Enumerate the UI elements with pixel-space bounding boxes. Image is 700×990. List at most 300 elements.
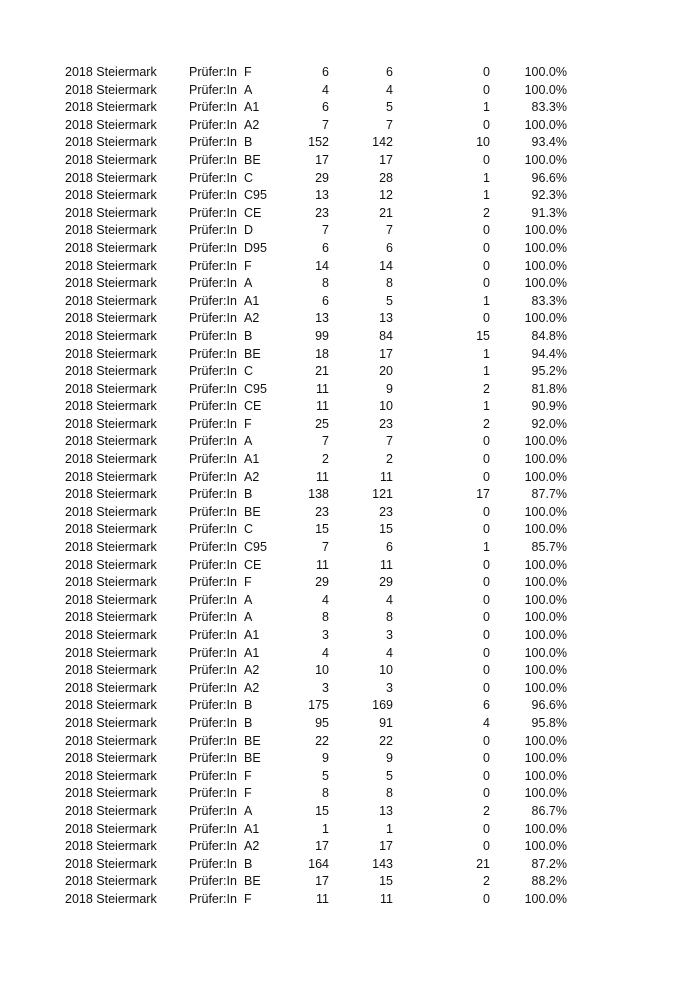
table-row bbox=[0, 258, 700, 276]
passed-count-cell: 22 bbox=[379, 733, 393, 748]
examiner-role-cell: Prüfer:In bbox=[189, 680, 237, 695]
license-class-cell: CE bbox=[244, 399, 262, 414]
license-class-cell: F bbox=[244, 575, 252, 590]
table-row bbox=[0, 275, 700, 293]
failed-count-cell: 2 bbox=[483, 803, 490, 818]
table-row bbox=[0, 170, 700, 188]
failed-count-cell: 0 bbox=[483, 117, 490, 132]
region-year-cell: 2018 Steiermark bbox=[65, 874, 157, 889]
region-year-cell: 2018 Steiermark bbox=[65, 65, 157, 79]
pass-rate-cell: 87.2% bbox=[531, 856, 567, 871]
pass-rate-cell: 100.0% bbox=[524, 276, 567, 291]
license-class-cell: A2 bbox=[244, 680, 260, 695]
passed-count-cell: 14 bbox=[379, 258, 393, 273]
failed-count-cell: 0 bbox=[483, 821, 490, 836]
failed-count-cell: 0 bbox=[483, 258, 490, 273]
passed-count-cell: 3 bbox=[386, 628, 393, 642]
region-year-cell: 2018 Steiermark bbox=[65, 293, 157, 308]
pass-rate-cell: 95.2% bbox=[531, 364, 567, 379]
passed-count-cell: 2 bbox=[386, 452, 393, 467]
pass-rate-cell: 100.0% bbox=[524, 504, 567, 519]
examiner-role-cell: Prüfer:In bbox=[189, 610, 237, 625]
license-class-cell: F bbox=[244, 786, 252, 801]
pass-rate-cell: 91.3% bbox=[531, 205, 567, 220]
license-class-cell: F bbox=[244, 258, 252, 273]
license-class-cell: A1 bbox=[244, 628, 260, 642]
examiner-role-cell: Prüfer:In bbox=[189, 768, 237, 783]
pass-rate-cell: 100.0% bbox=[524, 557, 567, 572]
region-year-cell: 2018 Steiermark bbox=[65, 82, 157, 97]
pass-rate-cell: 100.0% bbox=[524, 645, 567, 660]
pass-rate-cell: 95.8% bbox=[531, 715, 567, 730]
license-class-cell: F bbox=[244, 768, 252, 783]
pass-rate-cell: 81.8% bbox=[531, 381, 567, 396]
license-class-cell: C bbox=[244, 170, 254, 185]
license-class-cell: B bbox=[244, 487, 253, 502]
examiner-role-cell: Prüfer:In bbox=[189, 540, 237, 555]
region-year-cell: 2018 Steiermark bbox=[65, 381, 157, 396]
table-row bbox=[0, 821, 700, 839]
total-count-cell: 17 bbox=[315, 839, 329, 854]
table-row bbox=[0, 856, 700, 874]
failed-count-cell: 0 bbox=[483, 82, 490, 97]
table-row bbox=[0, 750, 700, 768]
license-class-cell: A1 bbox=[244, 100, 260, 115]
region-year-cell: 2018 Steiermark bbox=[65, 856, 157, 871]
examiner-role-cell: Prüfer:In bbox=[189, 170, 237, 185]
license-class-cell: F bbox=[244, 65, 252, 79]
license-class-cell: A bbox=[244, 82, 253, 97]
passed-count-cell: 11 bbox=[380, 891, 393, 906]
pass-rate-cell: 100.0% bbox=[524, 469, 567, 484]
passed-count-cell: 8 bbox=[386, 786, 393, 801]
region-year-cell: 2018 Steiermark bbox=[65, 364, 157, 379]
failed-count-cell: 1 bbox=[483, 170, 490, 185]
table-row bbox=[0, 64, 700, 82]
license-class-cell: B bbox=[244, 715, 253, 730]
examiner-role-cell: Prüfer:In bbox=[189, 328, 237, 343]
total-count-cell: 11 bbox=[316, 557, 329, 572]
examiner-role-cell: Prüfer:In bbox=[189, 135, 237, 150]
total-count-cell: 7 bbox=[322, 223, 329, 238]
license-class-cell: A1 bbox=[244, 645, 260, 660]
examiner-role-cell: Prüfer:In bbox=[189, 65, 237, 79]
pass-rate-cell: 85.7% bbox=[531, 540, 567, 555]
passed-count-cell: 4 bbox=[386, 592, 393, 607]
failed-count-cell: 0 bbox=[483, 504, 490, 519]
license-class-cell: C bbox=[244, 364, 254, 379]
region-year-cell: 2018 Steiermark bbox=[65, 276, 157, 291]
failed-count-cell: 15 bbox=[476, 328, 490, 343]
examiner-role-cell: Prüfer:In bbox=[189, 188, 237, 203]
passed-count-cell: 142 bbox=[372, 135, 393, 150]
total-count-cell: 4 bbox=[322, 645, 329, 660]
passed-count-cell: 84 bbox=[379, 328, 393, 343]
passed-count-cell: 6 bbox=[386, 540, 393, 555]
failed-count-cell: 21 bbox=[476, 856, 490, 871]
failed-count-cell: 0 bbox=[483, 768, 490, 783]
table-row bbox=[0, 451, 700, 469]
passed-count-cell: 21 bbox=[379, 205, 393, 220]
failed-count-cell: 0 bbox=[483, 152, 490, 167]
table-row bbox=[0, 328, 700, 346]
table-row bbox=[0, 240, 700, 258]
total-count-cell: 11 bbox=[316, 891, 329, 906]
passed-count-cell: 143 bbox=[372, 856, 393, 871]
failed-count-cell: 0 bbox=[483, 891, 490, 906]
failed-count-cell: 1 bbox=[483, 364, 490, 379]
pass-rate-cell: 100.0% bbox=[524, 82, 567, 97]
license-class-cell: A1 bbox=[244, 293, 260, 308]
pass-rate-cell: 93.4% bbox=[531, 135, 567, 150]
pass-rate-cell: 96.6% bbox=[531, 170, 567, 185]
total-count-cell: 25 bbox=[315, 416, 329, 431]
data-table bbox=[0, 64, 700, 909]
examiner-role-cell: Prüfer:In bbox=[189, 152, 237, 167]
failed-count-cell: 2 bbox=[483, 381, 490, 396]
passed-count-cell: 6 bbox=[386, 240, 393, 255]
pass-rate-cell: 90.9% bbox=[531, 399, 567, 414]
passed-count-cell: 6 bbox=[386, 65, 393, 79]
examiner-role-cell: Prüfer:In bbox=[189, 240, 237, 255]
examiner-role-cell: Prüfer:In bbox=[189, 803, 237, 818]
table-row bbox=[0, 697, 700, 715]
license-class-cell: BE bbox=[244, 346, 261, 361]
examiner-role-cell: Prüfer:In bbox=[189, 381, 237, 396]
failed-count-cell: 0 bbox=[483, 786, 490, 801]
examiner-role-cell: Prüfer:In bbox=[189, 628, 237, 642]
failed-count-cell: 2 bbox=[483, 874, 490, 889]
pass-rate-cell: 83.3% bbox=[531, 293, 567, 308]
region-year-cell: 2018 Steiermark bbox=[65, 891, 157, 906]
failed-count-cell: 0 bbox=[483, 522, 490, 537]
pass-rate-cell: 100.0% bbox=[524, 610, 567, 625]
total-count-cell: 4 bbox=[322, 82, 329, 97]
failed-count-cell: 6 bbox=[483, 698, 490, 713]
examiner-role-cell: Prüfer:In bbox=[189, 223, 237, 238]
pass-rate-cell: 100.0% bbox=[524, 786, 567, 801]
total-count-cell: 5 bbox=[322, 768, 329, 783]
total-count-cell: 9 bbox=[322, 751, 329, 766]
pass-rate-cell: 100.0% bbox=[524, 452, 567, 467]
total-count-cell: 14 bbox=[315, 258, 329, 273]
examiner-role-cell: Prüfer:In bbox=[189, 645, 237, 660]
license-class-cell: C95 bbox=[244, 381, 267, 396]
total-count-cell: 6 bbox=[322, 293, 329, 308]
license-class-cell: BE bbox=[244, 733, 261, 748]
failed-count-cell: 1 bbox=[483, 540, 490, 555]
pass-rate-cell: 100.0% bbox=[524, 628, 567, 642]
license-class-cell: CE bbox=[244, 205, 262, 220]
failed-count-cell: 10 bbox=[476, 135, 490, 150]
pass-rate-cell: 100.0% bbox=[524, 311, 567, 326]
table-row bbox=[0, 609, 700, 627]
total-count-cell: 175 bbox=[308, 698, 329, 713]
table-row bbox=[0, 381, 700, 399]
table-row bbox=[0, 134, 700, 152]
license-class-cell: C95 bbox=[244, 540, 267, 555]
region-year-cell: 2018 Steiermark bbox=[65, 311, 157, 326]
failed-count-cell: 0 bbox=[483, 311, 490, 326]
total-count-cell: 10 bbox=[315, 663, 329, 678]
passed-count-cell: 12 bbox=[379, 188, 393, 203]
failed-count-cell: 0 bbox=[483, 751, 490, 766]
failed-count-cell: 0 bbox=[483, 276, 490, 291]
license-class-cell: D bbox=[244, 223, 254, 238]
license-class-cell: F bbox=[244, 891, 252, 906]
table-row bbox=[0, 504, 700, 522]
region-year-cell: 2018 Steiermark bbox=[65, 504, 157, 519]
license-class-cell: A bbox=[244, 276, 253, 291]
pass-rate-cell: 100.0% bbox=[524, 522, 567, 537]
examiner-role-cell: Prüfer:In bbox=[189, 434, 237, 449]
failed-count-cell: 1 bbox=[483, 100, 490, 115]
pass-rate-cell: 92.3% bbox=[531, 188, 567, 203]
license-class-cell: BE bbox=[244, 751, 261, 766]
total-count-cell: 6 bbox=[322, 65, 329, 79]
examiner-role-cell: Prüfer:In bbox=[189, 839, 237, 854]
license-class-cell: C bbox=[244, 522, 254, 537]
pass-rate-cell: 100.0% bbox=[524, 839, 567, 854]
table-row bbox=[0, 469, 700, 487]
passed-count-cell: 11 bbox=[380, 469, 393, 484]
passed-count-cell: 169 bbox=[372, 698, 393, 713]
failed-count-cell: 1 bbox=[483, 293, 490, 308]
table-row bbox=[0, 715, 700, 733]
region-year-cell: 2018 Steiermark bbox=[65, 698, 157, 713]
examiner-role-cell: Prüfer:In bbox=[189, 891, 237, 906]
total-count-cell: 23 bbox=[315, 205, 329, 220]
region-year-cell: 2018 Steiermark bbox=[65, 100, 157, 115]
region-year-cell: 2018 Steiermark bbox=[65, 663, 157, 678]
failed-count-cell: 0 bbox=[483, 223, 490, 238]
failed-count-cell: 1 bbox=[483, 399, 490, 414]
total-count-cell: 15 bbox=[315, 803, 329, 818]
failed-count-cell: 2 bbox=[483, 205, 490, 220]
total-count-cell: 164 bbox=[308, 856, 329, 871]
table-row bbox=[0, 785, 700, 803]
pass-rate-cell: 100.0% bbox=[524, 240, 567, 255]
failed-count-cell: 0 bbox=[483, 592, 490, 607]
table-row bbox=[0, 152, 700, 170]
license-class-cell: B bbox=[244, 856, 253, 871]
region-year-cell: 2018 Steiermark bbox=[65, 839, 157, 854]
failed-count-cell: 2 bbox=[483, 416, 490, 431]
pass-rate-cell: 100.0% bbox=[524, 575, 567, 590]
pass-rate-cell: 100.0% bbox=[524, 821, 567, 836]
table-row bbox=[0, 803, 700, 821]
examiner-role-cell: Prüfer:In bbox=[189, 504, 237, 519]
failed-count-cell: 0 bbox=[483, 469, 490, 484]
total-count-cell: 23 bbox=[315, 504, 329, 519]
region-year-cell: 2018 Steiermark bbox=[65, 715, 157, 730]
failed-count-cell: 1 bbox=[483, 188, 490, 203]
pass-rate-cell: 100.0% bbox=[524, 65, 567, 79]
region-year-cell: 2018 Steiermark bbox=[65, 469, 157, 484]
total-count-cell: 7 bbox=[322, 434, 329, 449]
passed-count-cell: 7 bbox=[386, 117, 393, 132]
region-year-cell: 2018 Steiermark bbox=[65, 399, 157, 414]
table-row bbox=[0, 346, 700, 364]
passed-count-cell: 5 bbox=[386, 100, 393, 115]
pass-rate-cell: 84.8% bbox=[531, 328, 567, 343]
examiner-role-cell: Prüfer:In bbox=[189, 258, 237, 273]
region-year-cell: 2018 Steiermark bbox=[65, 540, 157, 555]
examiner-role-cell: Prüfer:In bbox=[189, 821, 237, 836]
failed-count-cell: 0 bbox=[483, 65, 490, 79]
table-row bbox=[0, 293, 700, 311]
license-class-cell: C95 bbox=[244, 188, 267, 203]
total-count-cell: 8 bbox=[322, 276, 329, 291]
passed-count-cell: 7 bbox=[386, 434, 393, 449]
table-row bbox=[0, 416, 700, 434]
passed-count-cell: 3 bbox=[386, 680, 393, 695]
passed-count-cell: 15 bbox=[379, 874, 393, 889]
passed-count-cell: 23 bbox=[379, 504, 393, 519]
examiner-role-cell: Prüfer:In bbox=[189, 698, 237, 713]
region-year-cell: 2018 Steiermark bbox=[65, 240, 157, 255]
region-year-cell: 2018 Steiermark bbox=[65, 645, 157, 660]
region-year-cell: 2018 Steiermark bbox=[65, 803, 157, 818]
total-count-cell: 21 bbox=[315, 364, 329, 379]
table-row bbox=[0, 539, 700, 557]
examiner-role-cell: Prüfer:In bbox=[189, 100, 237, 115]
total-count-cell: 29 bbox=[315, 170, 329, 185]
total-count-cell: 8 bbox=[322, 786, 329, 801]
examiner-role-cell: Prüfer:In bbox=[189, 469, 237, 484]
pass-rate-cell: 87.7% bbox=[531, 487, 567, 502]
passed-count-cell: 17 bbox=[379, 839, 393, 854]
region-year-cell: 2018 Steiermark bbox=[65, 751, 157, 766]
passed-count-cell: 10 bbox=[379, 399, 393, 414]
pass-rate-cell: 100.0% bbox=[524, 592, 567, 607]
license-class-cell: A2 bbox=[244, 117, 260, 132]
total-count-cell: 11 bbox=[316, 469, 329, 484]
total-count-cell: 95 bbox=[315, 715, 329, 730]
total-count-cell: 29 bbox=[315, 575, 329, 590]
table-row bbox=[0, 680, 700, 698]
license-class-cell: BE bbox=[244, 152, 261, 167]
examiner-role-cell: Prüfer:In bbox=[189, 487, 237, 502]
license-class-cell: BE bbox=[244, 874, 261, 889]
license-class-cell: D95 bbox=[244, 240, 267, 255]
passed-count-cell: 23 bbox=[379, 416, 393, 431]
examiner-role-cell: Prüfer:In bbox=[189, 557, 237, 572]
examiner-role-cell: Prüfer:In bbox=[189, 276, 237, 291]
examiner-role-cell: Prüfer:In bbox=[189, 293, 237, 308]
total-count-cell: 1 bbox=[322, 821, 329, 836]
passed-count-cell: 8 bbox=[386, 276, 393, 291]
region-year-cell: 2018 Steiermark bbox=[65, 117, 157, 132]
total-count-cell: 152 bbox=[308, 135, 329, 150]
total-count-cell: 13 bbox=[315, 188, 329, 203]
license-class-cell: B bbox=[244, 135, 253, 150]
license-class-cell: B bbox=[244, 328, 253, 343]
table-row bbox=[0, 486, 700, 504]
license-class-cell: F bbox=[244, 416, 252, 431]
total-count-cell: 7 bbox=[322, 540, 329, 555]
passed-count-cell: 9 bbox=[386, 751, 393, 766]
passed-count-cell: 5 bbox=[386, 768, 393, 783]
passed-count-cell: 17 bbox=[379, 346, 393, 361]
examiner-role-cell: Prüfer:In bbox=[189, 751, 237, 766]
failed-count-cell: 0 bbox=[483, 240, 490, 255]
total-count-cell: 17 bbox=[315, 874, 329, 889]
pass-rate-cell: 100.0% bbox=[524, 258, 567, 273]
total-count-cell: 17 bbox=[315, 152, 329, 167]
region-year-cell: 2018 Steiermark bbox=[65, 592, 157, 607]
total-count-cell: 18 bbox=[315, 346, 329, 361]
license-class-cell: A bbox=[244, 592, 253, 607]
failed-count-cell: 0 bbox=[483, 680, 490, 695]
failed-count-cell: 0 bbox=[483, 839, 490, 854]
table-row bbox=[0, 363, 700, 381]
total-count-cell: 11 bbox=[316, 381, 329, 396]
pass-rate-cell: 100.0% bbox=[524, 891, 567, 906]
total-count-cell: 99 bbox=[315, 328, 329, 343]
region-year-cell: 2018 Steiermark bbox=[65, 434, 157, 449]
total-count-cell: 138 bbox=[308, 487, 329, 502]
passed-count-cell: 15 bbox=[379, 522, 393, 537]
region-year-cell: 2018 Steiermark bbox=[65, 522, 157, 537]
region-year-cell: 2018 Steiermark bbox=[65, 416, 157, 431]
region-year-cell: 2018 Steiermark bbox=[65, 258, 157, 273]
failed-count-cell: 0 bbox=[483, 434, 490, 449]
passed-count-cell: 20 bbox=[379, 364, 393, 379]
passed-count-cell: 13 bbox=[379, 803, 393, 818]
failed-count-cell: 0 bbox=[483, 575, 490, 590]
license-class-cell: BE bbox=[244, 504, 261, 519]
table-row bbox=[0, 310, 700, 328]
license-class-cell: CE bbox=[244, 557, 262, 572]
passed-count-cell: 9 bbox=[386, 381, 393, 396]
license-class-cell: B bbox=[244, 698, 253, 713]
passed-count-cell: 4 bbox=[386, 82, 393, 97]
passed-count-cell: 1 bbox=[386, 821, 393, 836]
total-count-cell: 13 bbox=[315, 311, 329, 326]
table-row bbox=[0, 187, 700, 205]
table-row bbox=[0, 662, 700, 680]
total-count-cell: 3 bbox=[322, 680, 329, 695]
pass-rate-cell: 96.6% bbox=[531, 698, 567, 713]
license-class-cell: A bbox=[244, 434, 253, 449]
license-class-cell: A bbox=[244, 610, 253, 625]
license-class-cell: A2 bbox=[244, 469, 260, 484]
table-row bbox=[0, 645, 700, 663]
examiner-role-cell: Prüfer:In bbox=[189, 205, 237, 220]
total-count-cell: 7 bbox=[322, 117, 329, 132]
failed-count-cell: 17 bbox=[476, 487, 490, 502]
license-class-cell: A2 bbox=[244, 839, 260, 854]
license-class-cell: A1 bbox=[244, 821, 260, 836]
table-row bbox=[0, 398, 700, 416]
total-count-cell: 8 bbox=[322, 610, 329, 625]
table-row bbox=[0, 205, 700, 223]
failed-count-cell: 0 bbox=[483, 628, 490, 642]
total-count-cell: 6 bbox=[322, 100, 329, 115]
examiner-role-cell: Prüfer:In bbox=[189, 786, 237, 801]
examiner-role-cell: Prüfer:In bbox=[189, 733, 237, 748]
table-row bbox=[0, 521, 700, 539]
examiner-role-cell: Prüfer:In bbox=[189, 663, 237, 678]
pass-rate-cell: 100.0% bbox=[524, 680, 567, 695]
pass-rate-cell: 100.0% bbox=[524, 663, 567, 678]
passed-count-cell: 121 bbox=[372, 487, 393, 502]
region-year-cell: 2018 Steiermark bbox=[65, 575, 157, 590]
examiner-role-cell: Prüfer:In bbox=[189, 856, 237, 871]
table-row bbox=[0, 627, 700, 645]
examiner-role-cell: Prüfer:In bbox=[189, 575, 237, 590]
